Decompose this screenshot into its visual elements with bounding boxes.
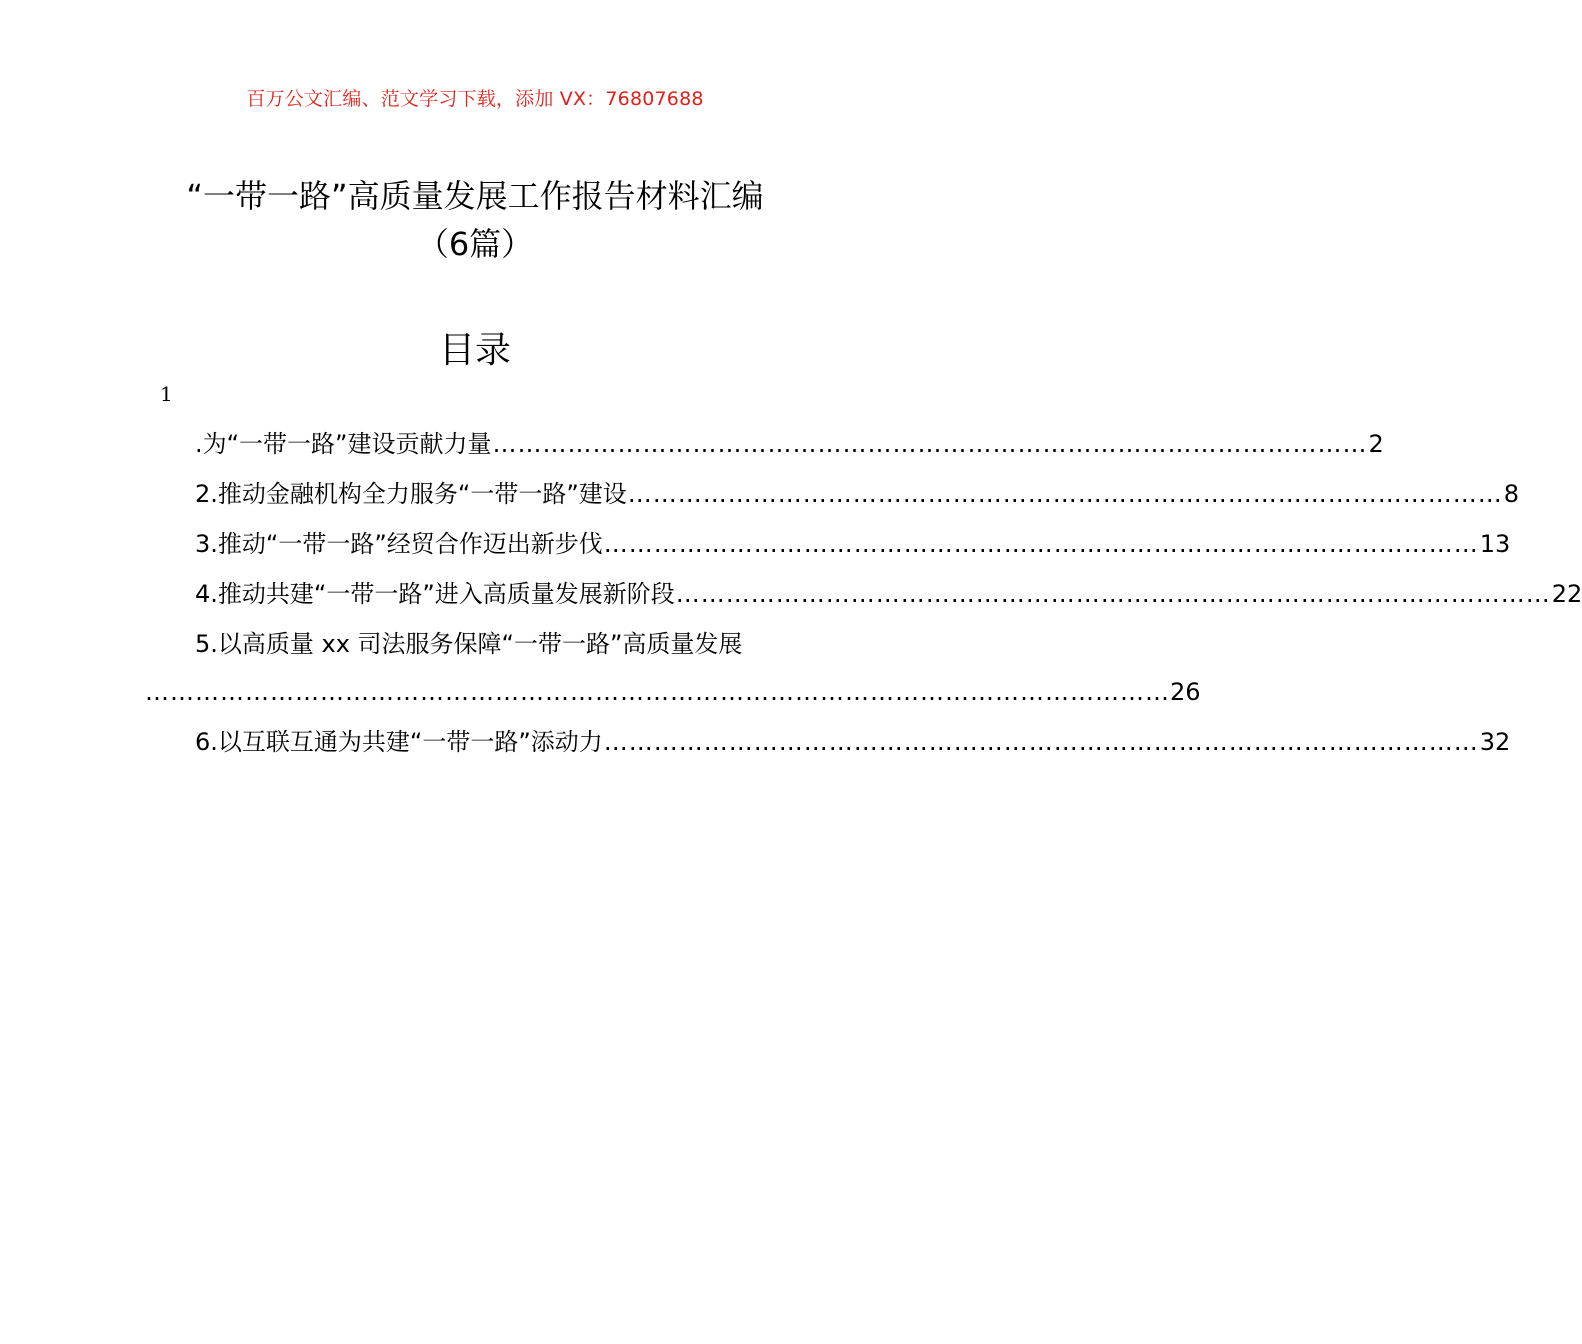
- toc-entry-3[interactable]: [195, 528, 1511, 560]
- stray-number: 1: [160, 382, 173, 406]
- toc-heading: 目录: [438, 330, 511, 371]
- document-title-line2: （6篇）: [416, 225, 534, 263]
- document-title-line1: “一带一路”高质量发展工作报告材料汇编: [186, 177, 764, 215]
- toc-leader-dots: ……………………………………………………………………………………………: [492, 430, 1368, 458]
- toc-leader-dots: ……………………………………………………………………………………………: [603, 728, 1479, 756]
- toc-entry-page: 32: [1479, 728, 1511, 756]
- toc-entry-5[interactable]: [195, 628, 805, 660]
- toc-leader-dots: ……………………………………………………………………………………………: [675, 580, 1551, 608]
- toc-entry-4[interactable]: [195, 578, 1582, 610]
- toc-entry-text: .为“一带一路”建设贡献力量: [195, 430, 492, 458]
- document-title: [100, 172, 850, 268]
- toc-leader-dots: ……………………………………………………………………………………………: [603, 530, 1479, 558]
- toc-entry-page: 22: [1551, 580, 1582, 608]
- toc-leader-dots: ……………………………………………………………………………………………: [627, 480, 1503, 508]
- toc-entry-page: 26: [1170, 678, 1201, 706]
- toc-entry-text: 3.推动“一带一路”经贸合作迈出新步伐: [195, 530, 603, 558]
- header-note: 百万公文汇编、范文学习下载，添加 VX：76807688: [246, 88, 704, 110]
- toc-leader-dots: ……………………………………………………………………………………………………………: [145, 678, 1170, 706]
- toc-entry-5-continuation[interactable]: [145, 676, 1201, 708]
- toc-entry-1[interactable]: [195, 428, 1384, 460]
- toc-entry-text: 6.以互联互通为共建“一带一路”添动力: [195, 728, 603, 756]
- toc-entry-page: 2: [1368, 430, 1384, 458]
- toc-entry-2[interactable]: [195, 478, 1520, 510]
- toc-entry-text: 2.推动金融机构全力服务“一带一路”建设: [195, 480, 627, 508]
- toc-entry-page: 8: [1503, 480, 1520, 508]
- toc-entry-text: 4.推动共建“一带一路”进入高质量发展新阶段: [195, 580, 675, 608]
- toc-entry-6[interactable]: [195, 726, 1511, 758]
- toc-entry-text: 5.以高质量 xx 司法服务保障“一带一路”高质量发展: [195, 630, 743, 658]
- toc-entry-page: 13: [1479, 530, 1511, 558]
